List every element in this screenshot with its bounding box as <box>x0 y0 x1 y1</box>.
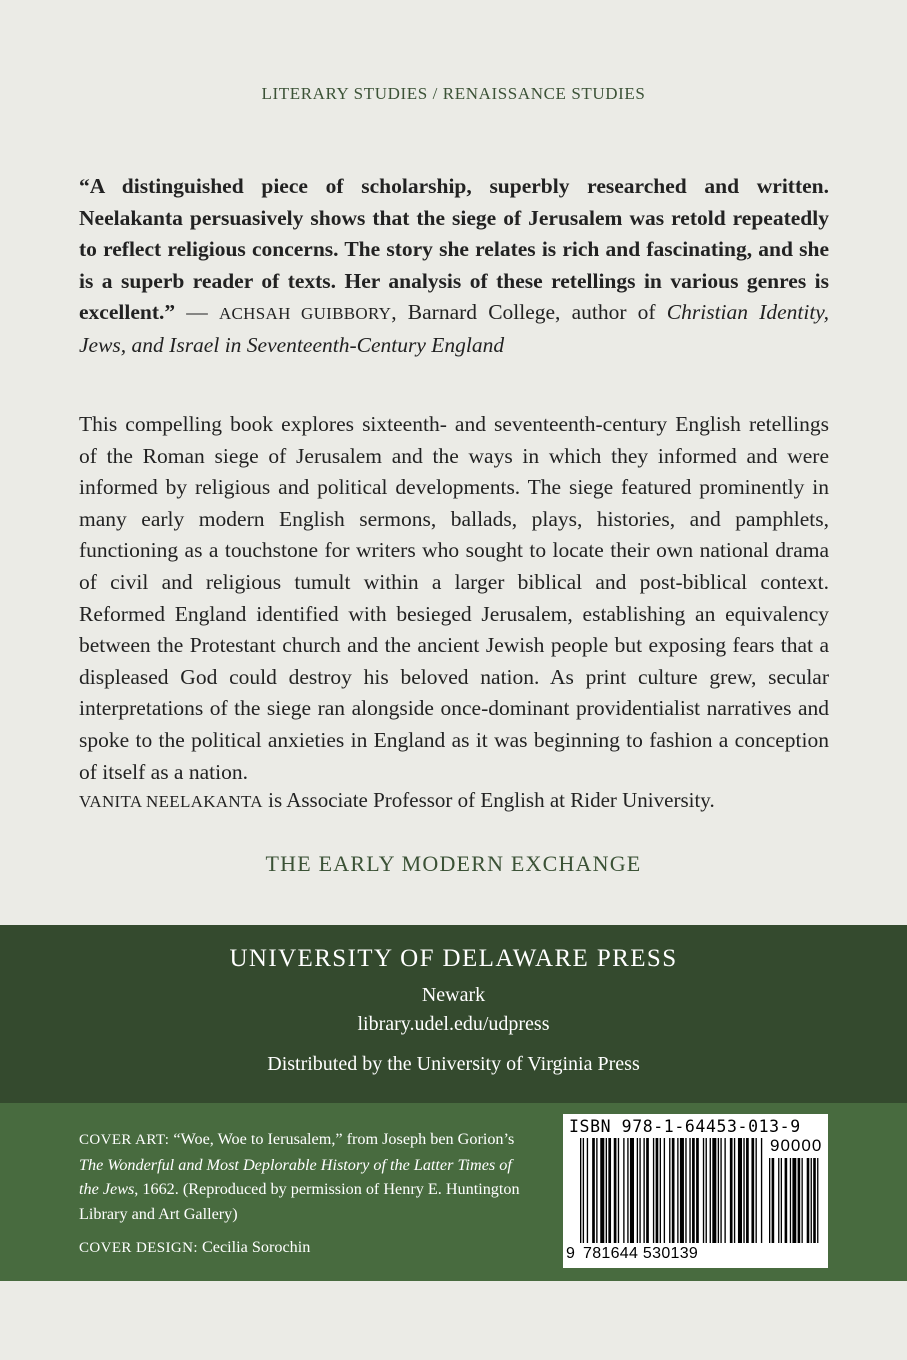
credits-band <box>0 1103 907 1281</box>
cover-art-text: “Woe, Woe to Ierusalem,” from Joseph ben Gorion’s <box>169 1130 515 1148</box>
cover-art-text-after: , 1662. (Reproduced by permission of Henry E. Huntington Library and Art Gallery) <box>79 1180 520 1223</box>
publisher-city: Newark <box>421 984 486 1006</box>
cover-art-label: COVER ART: <box>79 1132 170 1148</box>
barcode-addon-number: 90000 <box>770 1136 823 1155</box>
barcode-main-digits: 781644 530139 <box>583 1245 699 1262</box>
isbn-label: ISBN 978-1-64453-013-9 <box>569 1117 801 1136</box>
distribution-note: Distributed by the University of Virginia Press <box>267 1053 640 1075</box>
bio-text: is Associate Professor of English at Rider University. <box>262 788 715 812</box>
publisher-band <box>0 925 907 1103</box>
book-description: This compelling book explores sixteenth- and seventeenth-century English retellings of the Roman siege of Jerusalem and the ways in which they informed and were informed by religious and political developments. The siege featured prominently in many early modern English sermons, ballads, plays, histories, and pamphlets, functioning as a touchstone for writers who sought to locate their own national drama of civil and religious tumult within a larger biblical and post-biblical context. Reformed England identified with besieged Jerusalem, establishing an equivalency between the Protestant church and the ancient Jewish people but exposing fears that a displeased God could destroy his beloved nation. As print culture grew, secular interpretations of the siege ran alongside once-dominant providentialist narratives and spoke to the political anxieties in England as it was beginning to fashion a conception of itself as a nation. <box>79 412 829 784</box>
publisher-name: UNIVERSITY OF DELAWARE PRESS <box>229 945 678 972</box>
quote-book-title: Christian Identity, Jews, and Israel in Seventeenth-Century England <box>79 300 830 357</box>
barcode-lead-digit: 9 <box>566 1245 575 1262</box>
endorsement-quote <box>79 171 829 361</box>
publisher-url: library.udel.edu/udpress <box>357 1013 550 1035</box>
cover-art-title: The Wonderful and Most Deplorable History of the Latter Times of the Jews <box>79 1155 512 1198</box>
quote-text: “A distinguished piece of scholarship, superbly researched and written. Neelakanta persuasively shows that the siege of Jerusalem was retold repeatedly to reflect religious concerns. The story she relates is rich and fascinating, and she is a superb reader of texts. Her analysis of these retellings in various genres is excellent.” <box>79 174 829 324</box>
quote-affiliation: , Barnard College, author of <box>391 300 667 324</box>
category-label: LITERARY STUDIES / RENAISSANCE STUDIES <box>261 84 646 103</box>
author-bio <box>79 788 829 813</box>
bio-author-name: VANITA NEELAKANTA <box>79 792 263 811</box>
quote-author: ACHSAH GUIBBORY <box>218 304 392 323</box>
series-title: THE EARLY MODERN EXCHANGE <box>265 851 642 876</box>
quote-dash: — <box>175 300 219 324</box>
cover-design-label: COVER DESIGN: <box>79 1240 198 1256</box>
cover-credits <box>79 1127 529 1261</box>
isbn-barcode <box>563 1114 828 1268</box>
cover-art-credit <box>79 1127 529 1226</box>
cover-design-name: Cecilia Sorochin <box>197 1238 311 1256</box>
cover-design-credit <box>79 1235 529 1261</box>
